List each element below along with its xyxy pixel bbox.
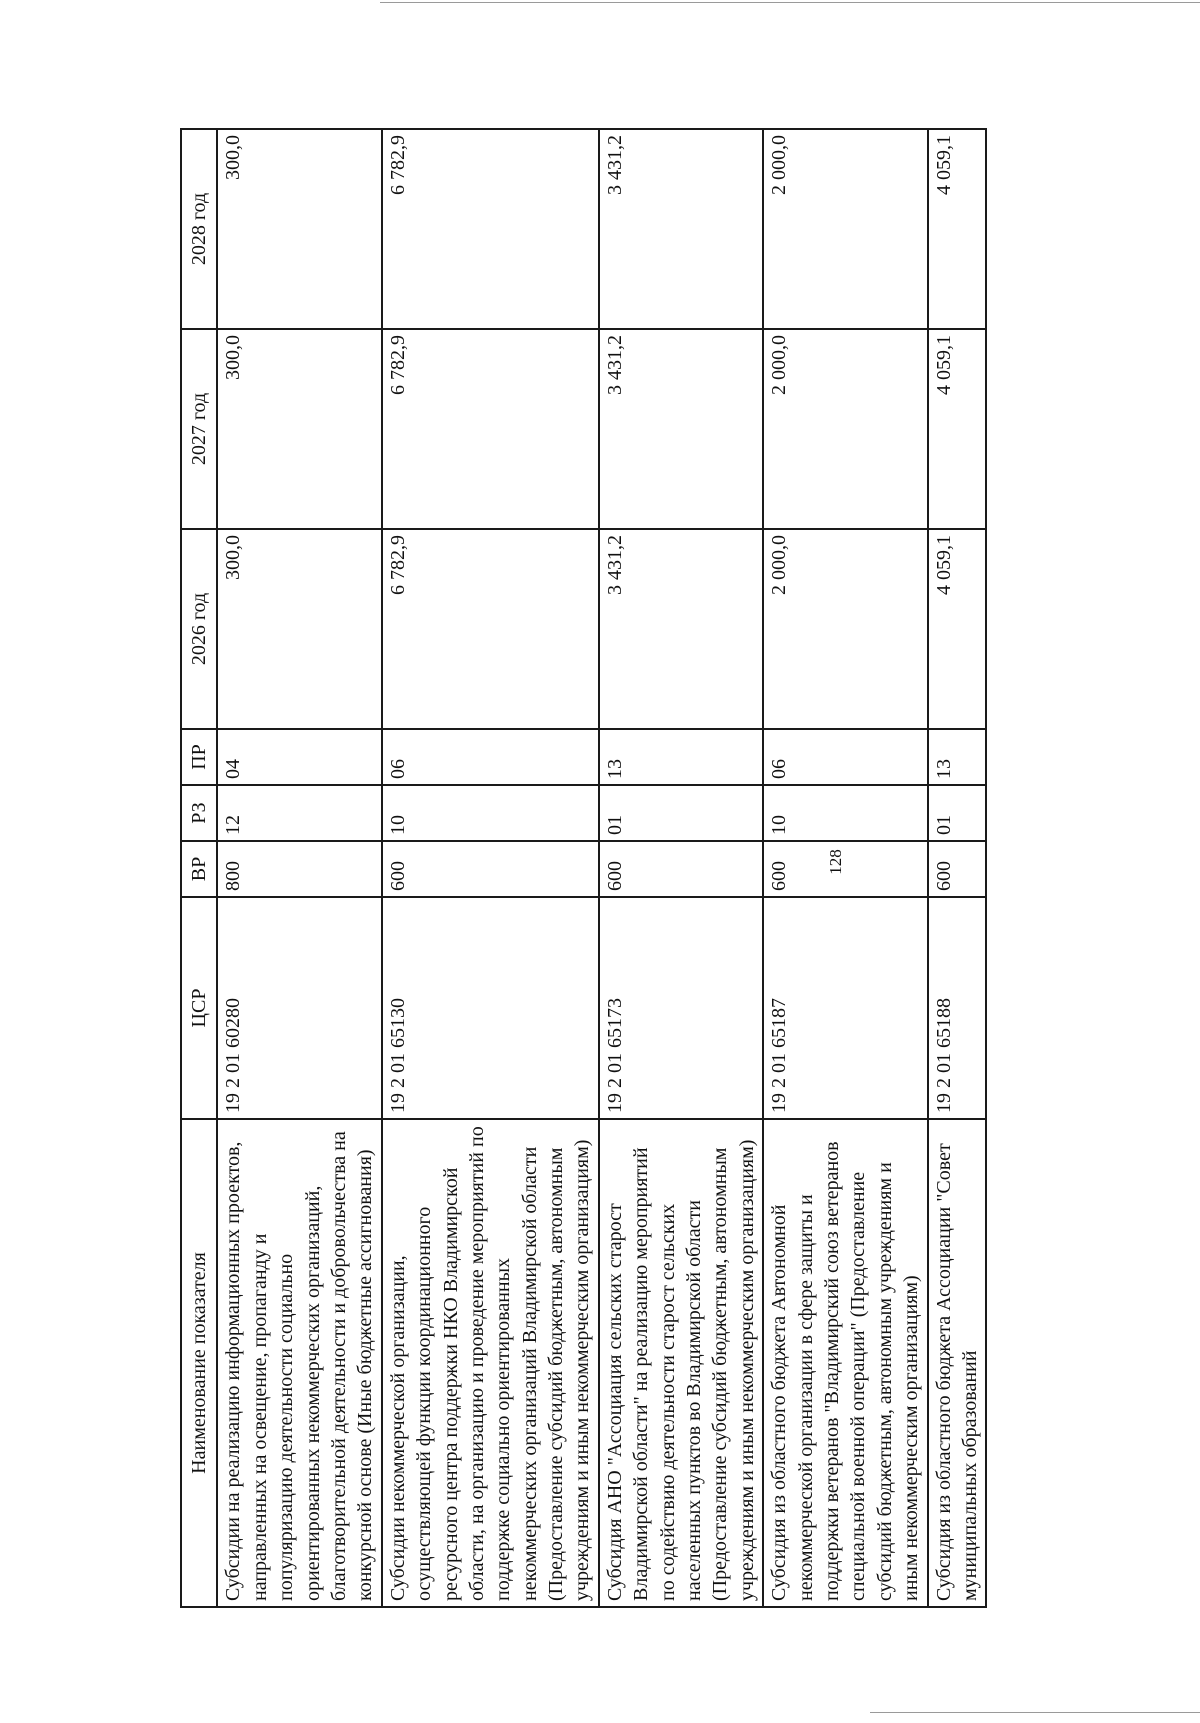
- table-row: [217, 129, 381, 1607]
- header-pr: ПР: [181, 729, 217, 785]
- header-vr: ВР: [181, 841, 217, 897]
- table-row: [763, 129, 927, 1607]
- header-csr: ЦСР: [181, 897, 217, 1119]
- header-name: Наименование показателя: [181, 1119, 217, 1607]
- cell-vr: 600: [928, 841, 987, 897]
- header-2026: 2026 год: [181, 529, 217, 729]
- cell-vr: 600: [382, 841, 599, 897]
- cell-csr: 19 2 01 65130: [382, 897, 599, 1119]
- cell-rz: 01: [599, 785, 763, 841]
- table-row: [382, 129, 599, 1607]
- cell-2026: 6 782,9: [382, 529, 599, 729]
- scan-edge-line-bottom: [870, 1712, 1200, 1713]
- cell-2027: 300,0: [217, 329, 381, 529]
- cell-2026: 4 059,1: [928, 529, 987, 729]
- table-row: [928, 129, 987, 1607]
- cell-vr: 600: [599, 841, 763, 897]
- page-number: 128: [826, 849, 845, 875]
- cell-2028: 3 431,2: [599, 129, 763, 329]
- cell-pr: 13: [599, 729, 763, 785]
- cell-2027: 2 000,0: [763, 329, 927, 529]
- cell-rz: 01: [928, 785, 987, 841]
- cell-name: Субсидии на реализацию информационных проектов, направленных на освещение, пропаганду и популяризацию деятельности социально ориентированных некоммерческих организаций, благотворительной деятельности и добровольчества на конкурсной основе (Иные бюджетные ассигнования): [217, 1119, 381, 1607]
- table-row: [599, 129, 763, 1607]
- header-2027: 2027 год: [181, 329, 217, 529]
- cell-2027: 3 431,2: [599, 329, 763, 529]
- cell-vr: 600: [763, 841, 927, 897]
- cell-name: Субсидия АНО "Ассоциация сельских старост Владимирской области" на реализацию мероприятий по содействию деятельности старост сельских населенных пунктов во Владимирской области (Предоставление субсидий бюджетным, автономным учреждениям и иным некоммерческим организациям): [599, 1119, 763, 1607]
- cell-name: Субсидии некоммерческой организации, осуществляющей функции координационного ресурсного центра поддержки НКО Владимирской области, на организацию и проведение мероприятий по поддержке социально ориентированных некоммерческих организаций Владимирской области (Предоставление субсидий бюджетным, автономным учреждениям и иным некоммерческим организациям): [382, 1119, 599, 1607]
- cell-pr: 06: [382, 729, 599, 785]
- header-2028: 2028 год: [181, 129, 217, 329]
- cell-2027: 4 059,1: [928, 329, 987, 529]
- cell-vr: 800: [217, 841, 381, 897]
- cell-2028: 6 782,9: [382, 129, 599, 329]
- rotated-table-container: [180, 128, 1100, 1608]
- cell-2028: 4 059,1: [928, 129, 987, 329]
- table-header-row: [181, 129, 217, 1607]
- cell-name: Субсидия из областного бюджета Автономной некоммерческой организации в сфере защиты и поддержки ветеранов "Владимирский союз ветеранов специальной военной операции" (Предоставление субсидий бюджетным, автономным учреждениям и иным некоммерческим организациям): [763, 1119, 927, 1607]
- cell-pr: 13: [928, 729, 987, 785]
- cell-rz: 10: [382, 785, 599, 841]
- scan-edge-line-top: [380, 2, 1200, 3]
- cell-rz: 12: [217, 785, 381, 841]
- cell-2026: 3 431,2: [599, 529, 763, 729]
- header-rz: РЗ: [181, 785, 217, 841]
- cell-csr: 19 2 01 65187: [763, 897, 927, 1119]
- cell-csr: 19 2 01 65188: [928, 897, 987, 1119]
- cell-name: Субсидия из областного бюджета Ассоциации "Совет муниципальных образований: [928, 1119, 987, 1607]
- cell-rz: 10: [763, 785, 927, 841]
- cell-2028: 2 000,0: [763, 129, 927, 329]
- cell-2027: 6 782,9: [382, 329, 599, 529]
- cell-csr: 19 2 01 60280: [217, 897, 381, 1119]
- cell-2028: 300,0: [217, 129, 381, 329]
- cell-pr: 06: [763, 729, 927, 785]
- budget-table: [180, 128, 987, 1608]
- cell-pr: 04: [217, 729, 381, 785]
- cell-csr: 19 2 01 65173: [599, 897, 763, 1119]
- cell-2026: 2 000,0: [763, 529, 927, 729]
- cell-2026: 300,0: [217, 529, 381, 729]
